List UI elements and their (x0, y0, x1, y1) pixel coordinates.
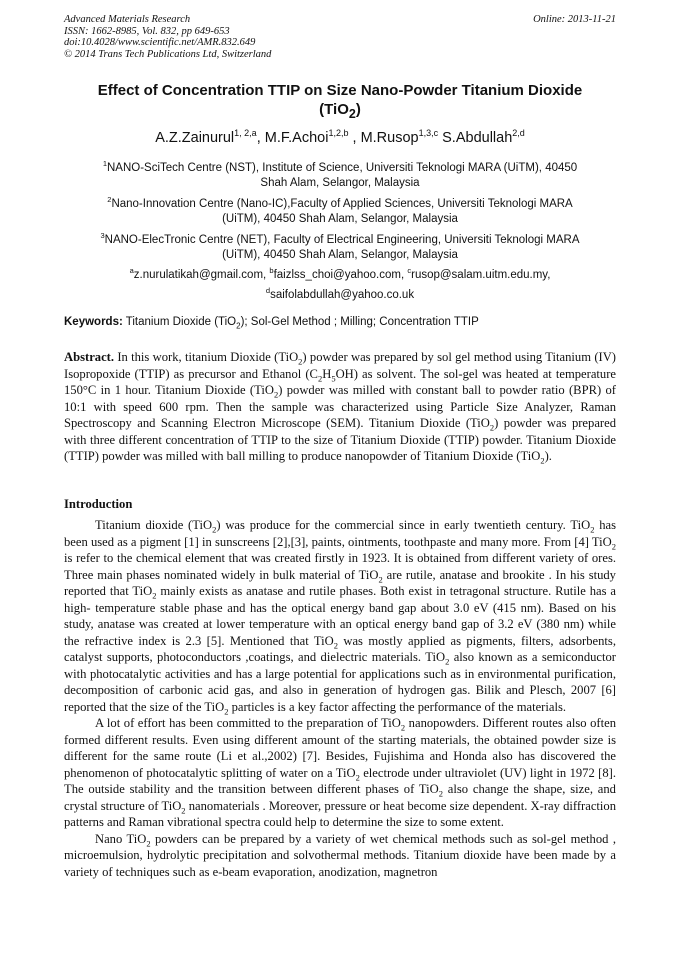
affiliation-text: Shah Alam, Selangor, Malaysia (260, 176, 420, 189)
abstract-text: ) powder was prepared by sol gel method using Titanium (IV) Isopropoxide (TTIP) as precursor and Ethanol (C (64, 350, 617, 381)
subscript: 2 (146, 838, 151, 849)
email-link[interactable]: faizlss_choi@yahoo.com, (273, 268, 408, 281)
subscript: 2 (181, 805, 186, 816)
email-sup: a (129, 266, 134, 275)
text-run: ) was produce for the commercial since in early twentieth century. TiO (216, 518, 591, 532)
author-name: A.Z.Zainurul (155, 129, 235, 146)
title-subscript: 2 (348, 107, 356, 121)
subscript: 2 (224, 706, 229, 717)
author-affil-sup: 2,d (512, 128, 525, 138)
subscript: 2 (273, 389, 279, 400)
keywords-text: Titanium Dioxide (TiO (122, 316, 237, 328)
subscript: 5 (331, 373, 336, 384)
journal-copyright: © 2014 Trans Tech Publications Ltd, Switzerland (64, 48, 272, 60)
subscript: 2 (298, 356, 303, 367)
text-run: is refer to the chemical element that was created firstly in 1923. It is obtained from different variety of ores. Three main phases nominated widely in bulk material of TiO (64, 551, 616, 582)
author-affil-sup: 1,2,b (328, 128, 349, 138)
affiliation-3 (74, 228, 606, 263)
affiliation-sup: 1 (102, 159, 107, 168)
affiliation-2 (74, 192, 606, 227)
email-link[interactable]: saifolabdullah@yahoo.co.uk (270, 288, 415, 301)
abstract-text: ). (544, 449, 552, 463)
title-line-1: Effect of Concentration TTIP on Size Nano-Powder Titanium Dioxide (97, 82, 583, 99)
subscript: 2 (333, 640, 338, 651)
author-list (64, 124, 616, 147)
journal-header (64, 14, 616, 60)
author-separator: , (348, 129, 361, 146)
keywords-label: Keywords: (64, 316, 123, 328)
abstract (64, 349, 616, 465)
title-text: ) (355, 101, 361, 118)
keywords-text: ); Sol-Gel Method ; Milling; Concentration TTIP (240, 316, 479, 328)
email-link[interactable]: z.nurulatikah@gmail.com, (133, 268, 270, 281)
text-run: has been used as a pigment [1] in sunscreens [2],[3], paints, ointments, toothpaste and many more. From [4] TiO (64, 518, 617, 549)
subscript: 2 (152, 590, 157, 601)
section-heading-introduction: Introduction (64, 497, 133, 511)
paper-title (64, 81, 616, 124)
keywords (64, 315, 616, 333)
subscript: 2 (236, 321, 241, 331)
subscript: 2 (540, 455, 545, 466)
paragraph (64, 517, 616, 715)
author-name: M.Rusop (360, 129, 419, 146)
subscript: 2 (611, 541, 616, 552)
author-name: S.Abdullah (442, 129, 513, 146)
text-run: powders can be prepared by a variety of wet chemical methods such as sol-gel method , microemulsion, hydrolytic precipitation and solvothermal methods. Titanium dioxide have been made by a variety of techniques such as e-beam evaporation, anodization, magnetron (64, 831, 616, 879)
affiliation-sup: 2 (107, 195, 112, 204)
journal-issn: ISSN: 1662-8985, Vol. 832, pp 649-653 (64, 25, 230, 37)
text-run: nanomaterials . Moreover, pressure or heat become size dependent. X-ray diffraction patterns and Raman vibrational spectra could help to determine the size to some extent. (64, 798, 617, 829)
title-text: (TiO (319, 101, 349, 118)
subscript: 2 (590, 524, 595, 535)
text-run: A lot of effort has been committed to the preparation of TiO (95, 716, 401, 730)
journal-name: Advanced Materials Research (64, 14, 191, 25)
affiliation-text: (UiTM), 40450 Shah Alam, Selangor, Malaysia (222, 248, 458, 261)
text-run: particles is a key factor affecting the performance of the materials. (228, 699, 566, 714)
affiliation-sup: 3 (100, 231, 105, 240)
author-affil-sup: 1, 2,a (234, 128, 257, 138)
email-sup: d (265, 285, 271, 295)
paragraph (64, 831, 616, 881)
subscript: 2 (489, 422, 495, 433)
text-run: are rutile, anatase and brookite . In his study reported that TiO (64, 567, 616, 598)
text-run: also known as a semiconductor with photocatalytic activities and has a large potential for applications such as in environmental purification, decomposition of carbonic acid gas, and also in generation of hydrogen gas. Bilik and Plesch, 2007 [6] reported that the size of the TiO (64, 650, 616, 714)
subscript: 2 (212, 524, 217, 535)
email-sup: c (407, 266, 412, 275)
abstract-text: ) powder was milled with constant ball to powder ratio (BPR) of 10:1 with speed 600 rpm. Then the sample was characterized using Particle Size Analyzer, Raman Spectroscopy and Scanning Electron Microscope (SEM). Titanium Dioxide (TiO (64, 383, 616, 430)
text-run: electrode under ultraviolet (UV) light in 1972 [8]. The outside stability and the transition between different phases of TiO (64, 765, 616, 796)
email-link[interactable]: rusop@salam.uitm.edu.my, (411, 268, 551, 281)
subscript: 2 (378, 574, 383, 585)
affiliation-text: NANO-ElecTronic Centre (NET), Faculty of Electrical Engineering, Universiti Teknologi MARA (104, 233, 580, 246)
subscript: 2 (400, 722, 406, 733)
subscript: 2 (445, 656, 450, 667)
subscript: 2 (355, 772, 360, 783)
text-run: mainly exists as anatase and rutile phases. Both exist in tetragonal structure. Rutile has a high- temperature stable phase and has the optical energy band gap about 3.0 eV (415 nm). Based on his study, anatase was created at lower temperature with an optical energy band gap of 3.2 eV (380 nm) while the refractive index is 2.3 [5]. Mentioned that TiO (64, 584, 616, 648)
author-emails (74, 263, 606, 303)
text-run: also change the shape, size, and crystal structure of TiO (64, 782, 616, 813)
text-run: was mostly applied as pigments, filters, adsorbents, catalyst supports, photoconductors ,coatings, and dielectric materials. TiO (64, 633, 616, 664)
abstract-text: H (322, 366, 332, 381)
author-separator: , (256, 129, 265, 146)
paragraph (64, 715, 616, 831)
affiliation-text: Nano-Innovation Centre (Nano-IC),Faculty of Applied Sciences, Universiti Teknologi MARA (111, 197, 573, 210)
affiliation-text: NANO-SciTech Centre (NST), Institute of Science, Universiti Teknologi MARA (UiTM), 40450 (107, 161, 578, 174)
abstract-text: ) powder was prepared with three different concentration of TTIP to the size of Titanium Dioxide (TTIP) powder. Titanium Dioxide (TTIP) powder was milled with ball milling to produce nanopowder of Titanium Dioxide (TiO (64, 416, 616, 463)
author-name: M.F.Achoi (264, 129, 329, 146)
title-line-2 (64, 100, 616, 124)
online-date: Online: 2013-11-21 (533, 14, 616, 25)
author-affil-sup: 1,3,c (418, 128, 439, 138)
affiliation-text: (UiTM), 40450 Shah Alam, Selangor, Malaysia (222, 212, 458, 225)
journal-doi: doi:10.4028/www.scientific.net/AMR.832.649 (64, 37, 256, 48)
text-run: Titanium dioxide (TiO (95, 518, 213, 532)
text-run: nanopowders. Different routes also often formed different results. Even using different amount of the starting materials, the obtained powder size is different for the same route (Li et al.,2002) [7]. Besides, Fujishima and Honda also has discovered the phenomenon of photocatalytic splitting of water on a TiO (64, 716, 616, 780)
introduction-body (64, 517, 616, 880)
abstract-text: In this work, titanium Dioxide (TiO (114, 350, 299, 364)
subscript: 2 (317, 373, 323, 384)
abstract-text: OH) as solvent. The sol-gel was heated at temperature 150°C in 1 hour. Titanium Dioxide (TiO (64, 366, 617, 397)
email-sup: b (269, 266, 274, 275)
subscript: 2 (438, 788, 443, 799)
abstract-label: Abstract. (64, 350, 115, 364)
text-run: Nano TiO (95, 831, 147, 846)
affiliation-1 (74, 156, 606, 191)
